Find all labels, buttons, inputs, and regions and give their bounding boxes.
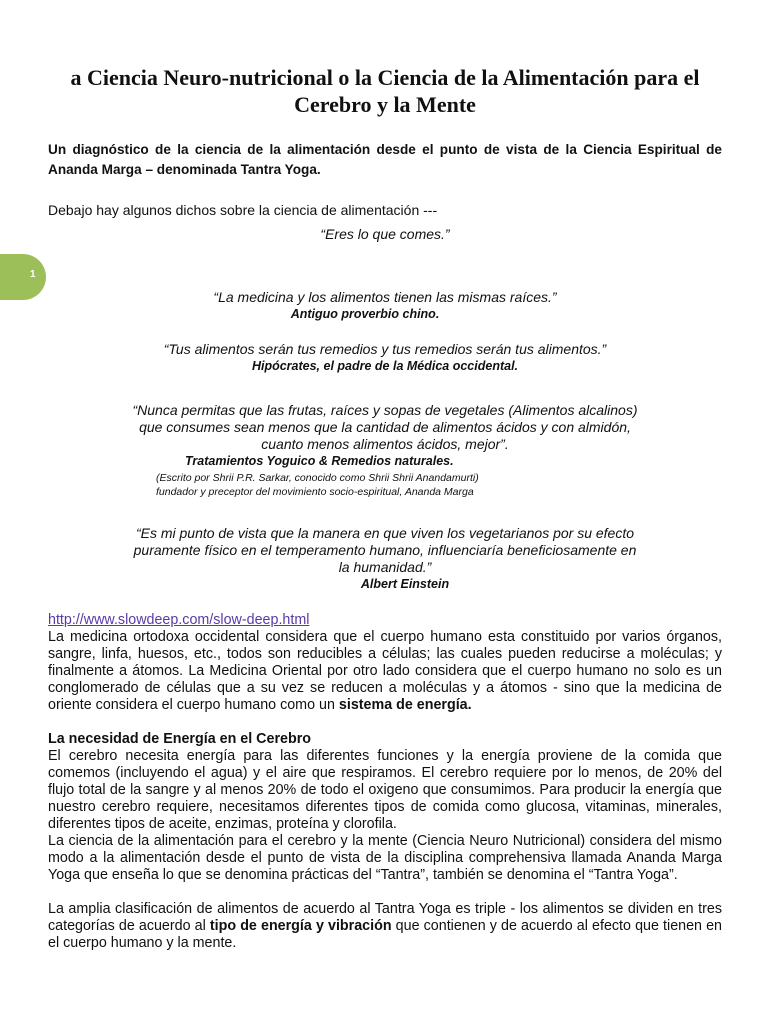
quote-1: “Eres lo que comes.” [320, 226, 450, 242]
paragraph-medicine [48, 629, 722, 714]
paragraph-classification [48, 901, 722, 952]
page-number: 1 [30, 269, 36, 280]
document-subtitle: Un diagnóstico de la ciencia de la alimentación desde el punto de vista de la Ciencia Espiritual de Ananda Marga – denominada Tantra Yoga. [48, 142, 722, 177]
document-page [48, 0, 722, 952]
paragraph-classification-bold: tipo de energía y vibración [209, 918, 392, 934]
quote-2: “La medicina y los alimentos tienen las mismas raíces.” [213, 289, 557, 305]
quote-3-attribution: Hipócrates, el padre de la Médica occidental. [251, 359, 519, 373]
quote-2-attribution: Antiguo proverbio chino. [290, 307, 440, 321]
quote-5: “Es mi punto de vista que la manera en que viven los vegetarianos por su efecto puramente físico en el temperamento humano, influenciaría beneficiosamente en la humanidad.” [133, 525, 637, 575]
paragraph-medicine-text: La medicina ortodoxa occidental considera que el cuerpo humano esta constituido por varios órganos, sangre, linfa, huesos, etc., todos son reducibles a células; las cuales pueden reducirse a moléculas; y finalmente a átomos. La Medicina Oriental por otro lado considera que el cuerpo humano no solo es un conglomerado de células que a su vez se reducen a moléculas y a átomos - sino que la medicina de oriente considera el cuerpo humano como un [48, 629, 722, 713]
quote-5-attribution: Albert Einstein [360, 577, 450, 591]
quote-4-attribution: Tratamientos Yoguico & Remedios naturales. [185, 454, 454, 468]
quote-4-note-2: fundador y preceptor del movimiento socio-espiritual, Ananda Marga [156, 486, 474, 498]
slowdeep-link[interactable]: http://www.slowdeep.com/slow-deep.html [48, 612, 310, 628]
page-number-badge [0, 254, 46, 300]
paragraph-neuro: La ciencia de la alimentación para el cerebro y la mente (Ciencia Neuro Nutricional) considera del mismo modo a la alimentación desde el punto de vista de la disciplina comprehensiva llamada Ananda Marga Yoga que enseña lo que se denomina prácticas del “Tantra”, también se denomina el “Tantra Yoga”. [48, 833, 722, 883]
quote-3: “Tus alimentos serán tus remedios y tus remedios serán tus alimentos.” [163, 341, 607, 357]
paragraph-classification-before: La amplia clasificación de alimentos de acuerdo al Tantra Yoga es triple - los alimentos se dividen en tres categorías de acuerdo al [48, 901, 722, 934]
document-title: a Ciencia Neuro-nutricional o la Ciencia de la Alimentación para el Cerebro y la Mente [70, 65, 700, 117]
section-heading-energy: La necesidad de Energía en el Cerebro [48, 731, 311, 747]
quote-4-note-1: (Escrito por Shrii P.R. Sarkar, conocido como Shrii Shrii Anandamurti) [156, 472, 479, 484]
paragraph-energy: El cerebro necesita energía para las diferentes funciones y la energía proviene de la comida que comemos (incluyendo el agua) y el aire que respiramos. El cerebro requiere por lo menos, de 20% del flujo total de la sangre y al menos 20% de todo el oxigeno que consumimos. Para producir la energía que nuestro cerebro requiere, necesitamos diferentes tipos de comida como glucosa, vitaminas, minerales, diferentes tipos de aceite, enzimas, proteína y clorofila. [48, 748, 722, 832]
paragraph-classification-after: que contienen y de acuerdo al efecto que tienen en el cuerpo humano y la mente. [48, 918, 723, 951]
paragraph-medicine-bold: sistema de energía. [338, 697, 472, 713]
quote-4: “Nunca permitas que las frutas, raíces y sopas de vegetales (Alimentos alcalinos) que consumes sean menos que la cantidad de alimentos ácidos y con almidón, cuanto menos alimentos ácidos, mejor”. [132, 402, 638, 452]
intro-text: Debajo hay algunos dichos sobre la ciencia de alimentación --- [48, 202, 438, 218]
